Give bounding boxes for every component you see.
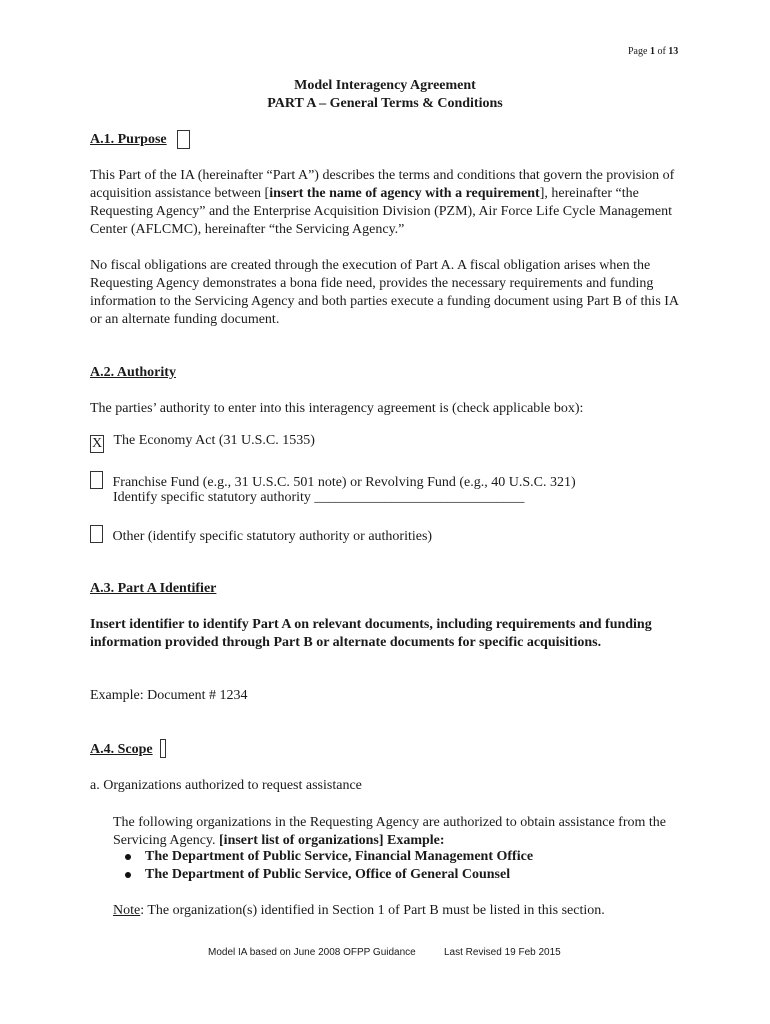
- document-subtitle: PART A – General Terms & Conditions: [267, 96, 503, 111]
- a1-checkbox-marker: [177, 130, 190, 149]
- page-of: of: [657, 46, 666, 57]
- a3-instruction: Insert identifier to identify Part A on relevant documents, including requirements and funding information provided through Part B or alternate documents for specific acquisitions.: [90, 617, 652, 650]
- page-current: 1: [649, 46, 655, 57]
- fund-checkbox[interactable]: [90, 471, 103, 489]
- a1-paragraph-2: No fiscal obligations are created through the execution of Part A. A fiscal obligation arises when the Requesting Agency demonstrates a bona fide need, provides the necessary requirements and funding information to the Servicing Agency and both parties execute a funding document using Part B of this IA or an alternate funding document.: [90, 258, 679, 327]
- a4-text: The following organizations in the Requesting Agency are authorized to obtain assistance from the Servicing Agency. [insert list of organizations] Example:: [113, 815, 666, 848]
- authority-option-other[interactable]: [90, 525, 432, 545]
- bullet-icon: [125, 872, 131, 878]
- a3-example: Example: Document # 1234: [90, 688, 248, 703]
- page-label: Page: [628, 46, 648, 57]
- statutory-authority-field[interactable]: Identify specific statutory authority ______________________________: [113, 490, 525, 505]
- page-number: [628, 46, 678, 57]
- footer-revised: Last Revised 19 Feb 2015: [444, 947, 561, 958]
- economy-act-label: The Economy Act (31 U.S.C. 1535): [113, 433, 315, 448]
- a4-marker: [160, 739, 166, 758]
- a1-paragraph-1: This Part of the IA (hereinafter “Part A”) describes the terms and conditions that govern the provision of acquisition assistance between [insert the name of agency with a requirement], hereinafter “the Requesting Agency” and the Enterprise Acquisition Division (PZM), Air Force Life Cycle Management Center (AFLCMC), hereinafter “the Servicing Agency.”: [90, 168, 675, 237]
- org-list-item: The Department of Public Service, Financial Management Office: [145, 849, 533, 865]
- document-title: Model Interagency Agreement: [294, 78, 476, 93]
- bullet-icon: [125, 854, 131, 860]
- section-a3-heading: A.3. Part A Identifier: [90, 581, 217, 596]
- note-text: : The organization(s) identified in Section 1 of Part B must be listed in this section.: [140, 903, 605, 918]
- page-total: 13: [668, 46, 679, 57]
- section-a2-heading: A.2. Authority: [90, 365, 176, 380]
- other-checkbox[interactable]: [90, 525, 103, 543]
- section-a4-heading: A.4. Scope: [90, 742, 153, 757]
- org-list-item: The Department of Public Service, Office of General Counsel: [145, 867, 510, 883]
- economy-act-checkbox[interactable]: X: [91, 436, 103, 451]
- footer-guidance: Model IA based on June 2008 OFPP Guidance: [208, 947, 416, 958]
- authority-option-fund[interactable]: [90, 471, 576, 491]
- other-label: Other (identify specific statutory authority or authorities): [112, 529, 433, 544]
- a4-subheading-a: a. Organizations authorized to request assistance: [90, 778, 362, 793]
- authority-option-economy-act[interactable]: [90, 433, 315, 453]
- note-label: Note: [113, 903, 141, 918]
- a4-note: [113, 903, 605, 919]
- section-a1-heading: A.1. Purpose: [90, 132, 167, 147]
- fund-label: Franchise Fund (e.g., 31 U.S.C. 501 note) or Revolving Fund (e.g., 40 U.S.C. 321): [112, 475, 576, 490]
- a2-intro: The parties’ authority to enter into this interagency agreement is (check applicable box):: [90, 401, 584, 416]
